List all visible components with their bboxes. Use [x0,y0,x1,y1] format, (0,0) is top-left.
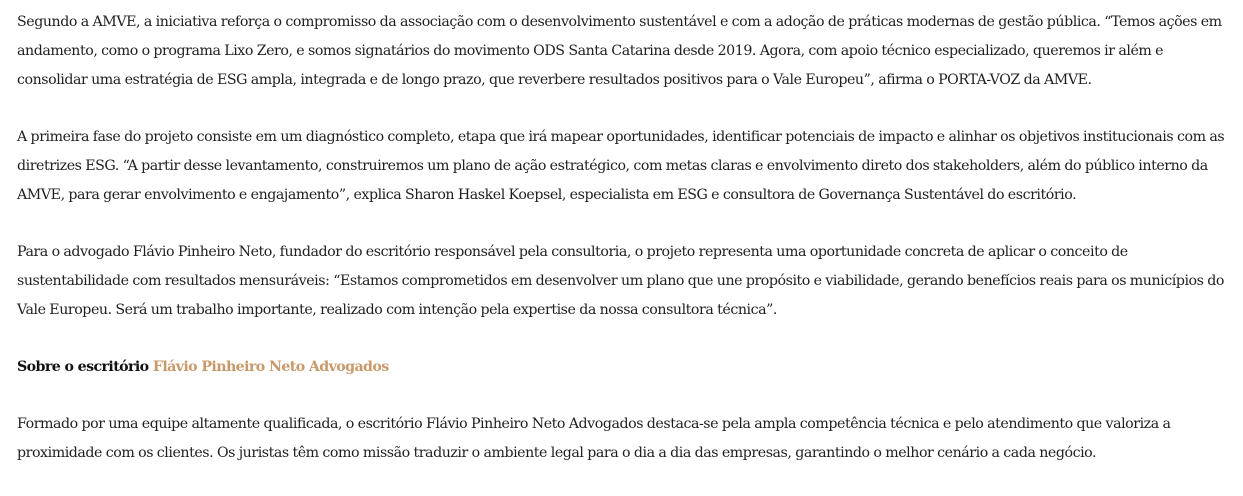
article-paragraph: A primeira fase do projeto consiste em um diagnóstico completo, etapa que irá mapear oportunidades, identificar potenciais de impacto e alinhar os objetivos institucionais com as diretrizes ESG. “A partir desse levantamento, construiremos um plano de ação estratégico, com metas claras e envolvimento direto dos stakeholders, além do público interno da AMVE, para gerar envolvimento e engajamento”, explica Sharon Haskel Koepsel, especialista em ESG e consultora de Governança Sustentável do escritório. [17,129,1225,203]
firm-link[interactable]: Flávio Pinheiro Neto Advogados [152,359,389,375]
about-paragraph: Formado por uma equipe altamente qualificada, o escritório Flávio Pinheiro Neto Advogados destaca-se pela ampla competência técnica e pelo atendimento que valoriza a proximidade com os clientes. Os juristas têm como missão traduzir o ambiente legal para o dia a dia das empresas, garantindo o melhor cenário a cada negócio. [17,416,1171,461]
article-paragraph: Segundo a AMVE, a iniciativa reforça o compromisso da associação com o desenvolvimento sustentável e com a adoção de práticas modernas de gestão pública. “Temos ações em andamento, como o programa Lixo Zero, e somos signatários do movimento ODS Santa Catarina desde 2019. Agora, com apoio técnico especializado, queremos ir além e consolidar uma estratégia de ESG ampla, integrada e de longo prazo, que reverbere resultados positivos para o Vale Europeu”, afirma o PORTA-VOZ da AMVE. [17,14,1222,88]
about-heading [17,353,1232,382]
article-body [17,8,1232,496]
about-heading-prefix: Sobre o escritório [17,359,153,375]
article-paragraph: Para o advogado Flávio Pinheiro Neto, fundador do escritório responsável pela consultoria, o projeto representa uma oportunidade concreta de aplicar o conceito de sustentabilidade com resultados mensuráveis: “Estamos comprometidos em desenvolver um plano que une propósito e viabilidade, gerando benefícios reais para os municípios do Vale Europeu. Será um trabalho importante, realizado com intenção pela expertise da nossa consultora técnica”. [17,244,1224,318]
